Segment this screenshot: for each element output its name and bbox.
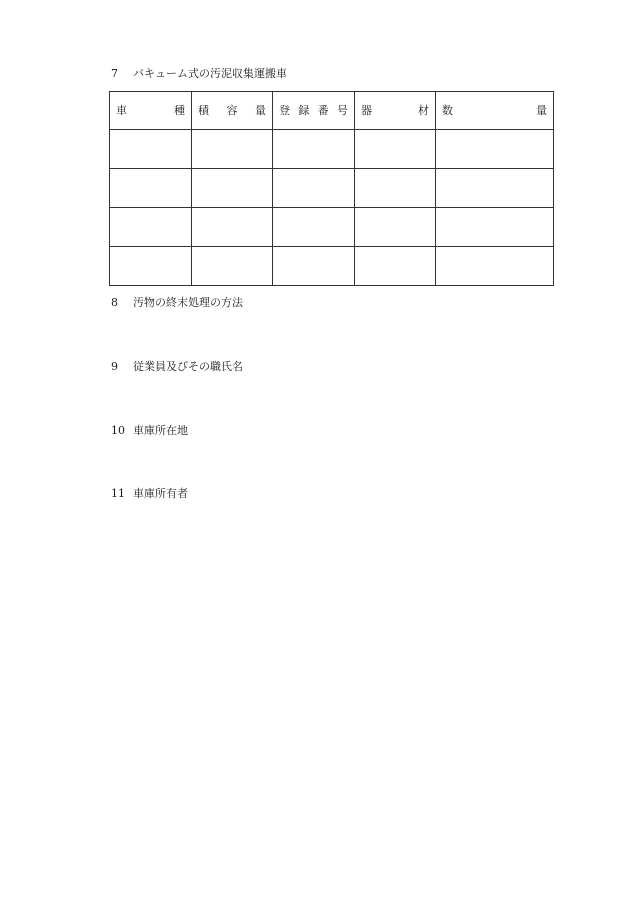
section-11-heading bbox=[111, 487, 188, 501]
header-char: 種 bbox=[174, 104, 185, 117]
table-row bbox=[110, 247, 554, 286]
header-vehicle-type bbox=[110, 92, 192, 130]
section-8-heading bbox=[111, 296, 243, 310]
table-cell bbox=[436, 247, 554, 286]
header-char: 車 bbox=[116, 104, 127, 117]
header-char: 番 bbox=[317, 104, 329, 117]
section-title: バキューム式の汚泥収集運搬車 bbox=[133, 67, 287, 80]
section-title: 車庫所有者 bbox=[133, 487, 188, 500]
header-char: 容 bbox=[226, 104, 238, 117]
header-char: 数 bbox=[442, 104, 453, 117]
table-cell bbox=[273, 169, 355, 208]
header-char: 積 bbox=[198, 104, 209, 117]
table-cell bbox=[192, 130, 273, 169]
section-9-heading bbox=[111, 360, 243, 374]
section-10-heading bbox=[111, 424, 188, 438]
section-number: 11 bbox=[111, 487, 125, 500]
section-number: 10 bbox=[111, 424, 125, 437]
table-cell bbox=[110, 130, 192, 169]
table-cell bbox=[436, 208, 554, 247]
table-cell bbox=[355, 130, 436, 169]
table-cell bbox=[273, 247, 355, 286]
header-char: 号 bbox=[336, 104, 348, 117]
section-7-heading bbox=[111, 67, 287, 81]
section-title: 従業員及びその職氏名 bbox=[133, 360, 243, 373]
table-cell bbox=[355, 208, 436, 247]
table-cell bbox=[355, 169, 436, 208]
table-row bbox=[110, 169, 554, 208]
header-char: 登 bbox=[279, 104, 290, 117]
header-char: 量 bbox=[536, 104, 547, 117]
table-cell bbox=[110, 208, 192, 247]
table-cell bbox=[273, 130, 355, 169]
header-quantity bbox=[436, 92, 554, 130]
header-capacity bbox=[192, 92, 273, 130]
header-char: 材 bbox=[418, 104, 429, 117]
table-cell bbox=[355, 247, 436, 286]
table-cell bbox=[436, 130, 554, 169]
header-registration-number bbox=[273, 92, 355, 130]
table-cell bbox=[192, 208, 273, 247]
header-char: 器 bbox=[361, 104, 372, 117]
table-cell bbox=[273, 208, 355, 247]
table-cell bbox=[436, 169, 554, 208]
vacuum-truck-table bbox=[109, 91, 554, 286]
section-number: 7 bbox=[111, 67, 118, 80]
table-row bbox=[110, 208, 554, 247]
section-number: 8 bbox=[111, 296, 118, 309]
table-cell bbox=[192, 247, 273, 286]
header-char: 録 bbox=[298, 104, 310, 117]
section-title: 車庫所在地 bbox=[133, 424, 188, 437]
header-char: 量 bbox=[255, 104, 266, 117]
section-number: 9 bbox=[111, 360, 118, 373]
table-cell bbox=[110, 169, 192, 208]
header-equipment bbox=[355, 92, 436, 130]
table-cell bbox=[192, 169, 273, 208]
table-header-row bbox=[110, 92, 554, 130]
table-row bbox=[110, 130, 554, 169]
table-cell bbox=[110, 247, 192, 286]
section-title: 汚物の終末処理の方法 bbox=[133, 296, 243, 309]
